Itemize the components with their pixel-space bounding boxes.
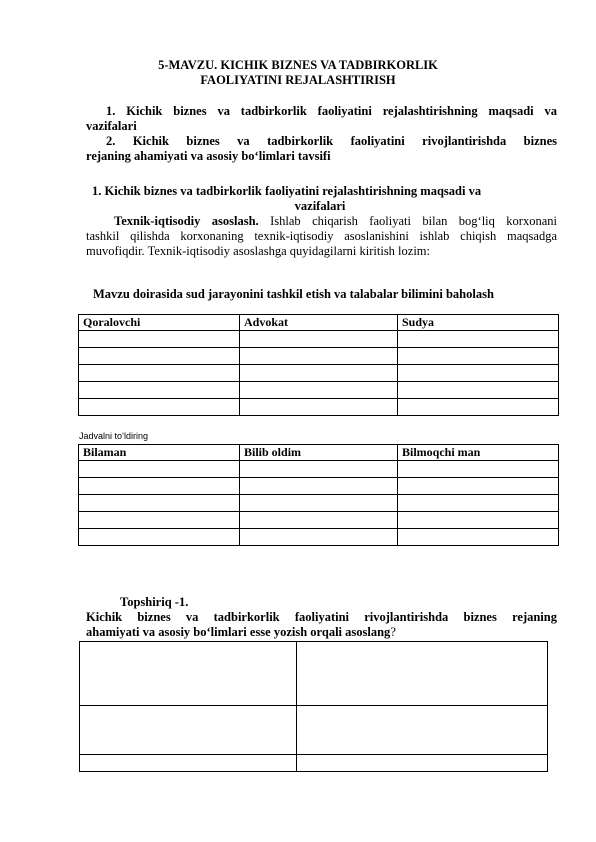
table-cell[interactable] xyxy=(398,382,559,399)
table-cell[interactable] xyxy=(240,512,398,529)
plan-item-1-text: Kichik biznes va tadbirkorlik faoliyatini rejalashtirishning maqsadi va xyxy=(126,104,558,118)
task-label: Topshiriq -1. xyxy=(120,595,189,609)
plan-item-2-continued: rejaning ahamiyati va asosiy bo‘limlari tavsifi xyxy=(86,149,331,163)
plan-item-2 xyxy=(86,134,557,149)
section-1-body-line3: muvofiqdir. Texnik-iqtisodiy asoslashga quyidagilarni kiritish lozim: xyxy=(86,244,431,258)
table-cell[interactable] xyxy=(240,461,398,478)
table-row xyxy=(79,495,559,512)
table-cell[interactable] xyxy=(79,399,240,416)
table-row xyxy=(79,461,559,478)
roles-table-header-cell: Qoralovchi xyxy=(79,315,240,331)
plan-item-1-continued: vazifalari xyxy=(86,119,137,133)
plan-item-2-number: 2. xyxy=(106,134,116,148)
table-cell[interactable] xyxy=(240,399,398,416)
knowledge-table xyxy=(78,444,559,546)
table-cell[interactable] xyxy=(398,461,559,478)
table-cell[interactable] xyxy=(240,331,398,348)
section-1-body-text: Ishlab chiqarish faoliyati bilan bog‘liq korxonani xyxy=(270,214,557,228)
table-cell[interactable] xyxy=(398,331,559,348)
table-cell[interactable] xyxy=(79,365,240,382)
table-cell[interactable] xyxy=(79,348,240,365)
table-cell[interactable] xyxy=(240,495,398,512)
roles-table-header-cell: Sudya xyxy=(398,315,559,331)
table-row xyxy=(80,706,548,755)
answer-cell[interactable] xyxy=(80,755,297,772)
answer-cell[interactable] xyxy=(297,706,548,755)
table-cell[interactable] xyxy=(240,529,398,546)
knowledge-table-header-row xyxy=(79,445,559,461)
task-text-line2-end: ? xyxy=(390,625,396,639)
table-row xyxy=(80,755,548,772)
table-cell[interactable] xyxy=(398,512,559,529)
task-text-line2 xyxy=(86,625,557,640)
table-cell[interactable] xyxy=(240,348,398,365)
answer-cell[interactable] xyxy=(297,642,548,706)
table-row xyxy=(79,399,559,416)
answer-table xyxy=(79,641,548,772)
table-cell[interactable] xyxy=(398,495,559,512)
table-row xyxy=(79,382,559,399)
activity-heading: Mavzu doirasida sud jarayonini tashkil etish va talabalar bilimini baholash xyxy=(93,287,494,301)
table-cell[interactable] xyxy=(398,529,559,546)
roles-table xyxy=(78,314,559,416)
table-cell[interactable] xyxy=(398,399,559,416)
table-caption: Jadvalni to‘ldiring xyxy=(79,431,149,441)
table-row xyxy=(79,512,559,529)
section-1-body-line1 xyxy=(86,214,557,229)
table-cell[interactable] xyxy=(240,365,398,382)
document-title-line2: FAOLIYATINI REJALASHTIRISH xyxy=(200,73,396,87)
section-1-body-line2: tashkil qilishda korxonaning texnik-iqtisodiy asoslanishini ishlab chiqish maqsadga xyxy=(86,229,557,243)
table-row xyxy=(79,529,559,546)
answer-cell[interactable] xyxy=(80,642,297,706)
table-cell[interactable] xyxy=(79,382,240,399)
answer-cell[interactable] xyxy=(80,706,297,755)
knowledge-table-header-cell: Bilmoqchi man xyxy=(398,445,559,461)
term-label: Texnik-iqtisodiy asoslash. xyxy=(114,214,259,228)
table-cell[interactable] xyxy=(79,529,240,546)
table-row xyxy=(79,348,559,365)
table-row xyxy=(80,642,548,706)
table-cell[interactable] xyxy=(240,382,398,399)
section-1-heading-line2: vazifalari xyxy=(294,199,346,213)
table-cell[interactable] xyxy=(398,348,559,365)
document-title-line1: 5-MAVZU. KICHIK BIZNES VA TADBIRKORLIK xyxy=(158,58,438,72)
knowledge-table-header-cell: Bilaman xyxy=(79,445,240,461)
task-text-line2-bold: ahamiyati va asosiy bo‘limlari esse yozish orqali asoslang xyxy=(86,625,391,639)
table-row xyxy=(79,365,559,382)
knowledge-table-header-cell: Bilib oldim xyxy=(240,445,398,461)
plan-item-1-number: 1. xyxy=(106,104,116,118)
table-cell[interactable] xyxy=(79,512,240,529)
table-row xyxy=(79,331,559,348)
table-cell[interactable] xyxy=(240,478,398,495)
table-row xyxy=(79,478,559,495)
table-cell[interactable] xyxy=(398,478,559,495)
table-cell[interactable] xyxy=(79,461,240,478)
table-cell[interactable] xyxy=(79,478,240,495)
table-cell[interactable] xyxy=(79,331,240,348)
table-cell[interactable] xyxy=(79,495,240,512)
table-cell[interactable] xyxy=(398,365,559,382)
plan-item-1 xyxy=(86,104,557,119)
section-1-heading-line1: 1. Kichik biznes va tadbirkorlik faoliyatini rejalashtirishning maqsadi va xyxy=(92,184,482,198)
answer-cell[interactable] xyxy=(297,755,548,772)
plan-item-2-text: Kichik biznes va tadbirkorlik faoliyatini rivojlantirishda biznes xyxy=(132,134,558,148)
task-text-line1: Kichik biznes va tadbirkorlik faoliyatini rivojlantirishda biznes rejaning xyxy=(86,610,557,624)
roles-table-header-row xyxy=(79,315,559,331)
roles-table-header-cell: Advokat xyxy=(240,315,398,331)
